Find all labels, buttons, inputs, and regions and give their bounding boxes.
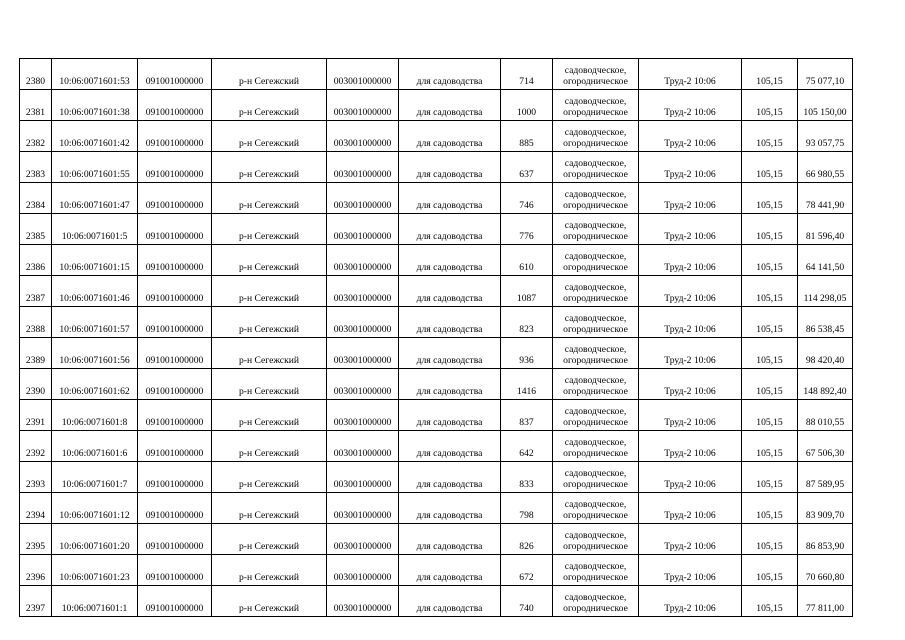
valuation-zone-cell: Труд-2 10:06 — [639, 338, 742, 369]
district-cell: р-н Сегежский — [212, 431, 327, 462]
okato-code-cell: 091001000000 — [138, 245, 212, 276]
specific-value-cell: 105,15 — [742, 431, 798, 462]
use-description-line: огородническое — [563, 323, 628, 335]
use-description-line: огородническое — [563, 354, 628, 366]
use-description-line: огородническое — [563, 168, 628, 180]
table-row — [20, 493, 853, 524]
area-cell: 936 — [501, 338, 553, 369]
table-row — [20, 183, 853, 214]
specific-value-cell: 105,15 — [742, 90, 798, 121]
table-body — [20, 59, 853, 617]
okato-code-cell: 091001000000 — [138, 462, 212, 493]
table-row — [20, 245, 853, 276]
land-category-code-cell: 003001000000 — [327, 555, 399, 586]
land-category-code-cell: 003001000000 — [327, 90, 399, 121]
area-cell: 672 — [501, 555, 553, 586]
specific-value-cell: 105,15 — [742, 369, 798, 400]
use-description-line: огородническое — [563, 230, 628, 242]
use-description-line: огородническое — [563, 292, 628, 304]
specific-value-cell: 105,15 — [742, 400, 798, 431]
land-category-code-cell: 003001000000 — [327, 307, 399, 338]
valuation-zone-cell: Труд-2 10:06 — [639, 462, 742, 493]
area-cell: 740 — [501, 586, 553, 617]
land-category-code-cell: 003001000000 — [327, 493, 399, 524]
permitted-use-cell: для садоводства — [399, 400, 501, 431]
permitted-use-cell: для садоводства — [399, 59, 501, 90]
row-number-cell: 2384 — [20, 183, 52, 214]
area-cell: 798 — [501, 493, 553, 524]
specific-value-cell: 105,15 — [742, 462, 798, 493]
cadastral-value-cell: 78 441,90 — [798, 183, 853, 214]
row-number-cell: 2381 — [20, 90, 52, 121]
district-cell: р-н Сегежский — [212, 369, 327, 400]
row-number-cell: 2390 — [20, 369, 52, 400]
specific-value-cell: 105,15 — [742, 59, 798, 90]
area-cell: 746 — [501, 183, 553, 214]
use-description-line: огородническое — [563, 478, 628, 490]
land-category-code-cell: 003001000000 — [327, 431, 399, 462]
use-description-line: огородническое — [563, 199, 628, 211]
okato-code-cell: 091001000000 — [138, 214, 212, 245]
use-description-cell — [553, 493, 639, 524]
row-number-cell: 2383 — [20, 152, 52, 183]
use-description-cell — [553, 214, 639, 245]
cadastral-value-cell: 105 150,00 — [798, 90, 853, 121]
use-description-cell — [553, 152, 639, 183]
valuation-zone-cell: Труд-2 10:06 — [639, 400, 742, 431]
land-category-code-cell: 003001000000 — [327, 586, 399, 617]
row-number-cell: 2397 — [20, 586, 52, 617]
area-cell: 833 — [501, 462, 553, 493]
land-category-code-cell: 003001000000 — [327, 245, 399, 276]
use-description-line: садоводческое, — [564, 530, 627, 541]
use-description-line: садоводческое, — [564, 65, 627, 76]
valuation-zone-cell: Труд-2 10:06 — [639, 183, 742, 214]
okato-code-cell: 091001000000 — [138, 431, 212, 462]
valuation-zone-cell: Труд-2 10:06 — [639, 276, 742, 307]
okato-code-cell: 091001000000 — [138, 369, 212, 400]
cadastral-number-cell: 10:06:0071601:5 — [52, 214, 138, 245]
use-description-cell — [553, 431, 639, 462]
cadastral-number-cell: 10:06:0071601:46 — [52, 276, 138, 307]
valuation-zone-cell: Труд-2 10:06 — [639, 214, 742, 245]
specific-value-cell: 105,15 — [742, 245, 798, 276]
table-row — [20, 369, 853, 400]
valuation-zone-cell: Труд-2 10:06 — [639, 121, 742, 152]
area-cell: 1000 — [501, 90, 553, 121]
land-category-code-cell: 003001000000 — [327, 59, 399, 90]
district-cell: р-н Сегежский — [212, 338, 327, 369]
cadastral-value-cell: 83 909,70 — [798, 493, 853, 524]
row-number-cell: 2386 — [20, 245, 52, 276]
area-cell: 837 — [501, 400, 553, 431]
use-description-cell — [553, 307, 639, 338]
specific-value-cell: 105,15 — [742, 214, 798, 245]
use-description-line: садоводческое, — [564, 437, 627, 448]
cadastral-value-cell: 64 141,50 — [798, 245, 853, 276]
cadastral-number-cell: 10:06:0071601:62 — [52, 369, 138, 400]
use-description-cell — [553, 462, 639, 493]
valuation-zone-cell: Труд-2 10:06 — [639, 431, 742, 462]
okato-code-cell: 091001000000 — [138, 338, 212, 369]
use-description-line: огородническое — [563, 137, 628, 149]
district-cell: р-н Сегежский — [212, 90, 327, 121]
cadastral-number-cell: 10:06:0071601:42 — [52, 121, 138, 152]
cadastral-value-cell: 148 892,40 — [798, 369, 853, 400]
area-cell: 776 — [501, 214, 553, 245]
table-row — [20, 214, 853, 245]
table-row — [20, 555, 853, 586]
use-description-line: огородническое — [563, 75, 628, 87]
cadastral-number-cell: 10:06:0071601:53 — [52, 59, 138, 90]
permitted-use-cell: для садоводства — [399, 524, 501, 555]
permitted-use-cell: для садоводства — [399, 245, 501, 276]
district-cell: р-н Сегежский — [212, 307, 327, 338]
permitted-use-cell: для садоводства — [399, 90, 501, 121]
district-cell: р-н Сегежский — [212, 152, 327, 183]
cadastral-value-cell: 114 298,05 — [798, 276, 853, 307]
land-category-code-cell: 003001000000 — [327, 276, 399, 307]
permitted-use-cell: для садоводства — [399, 338, 501, 369]
specific-value-cell: 105,15 — [742, 586, 798, 617]
okato-code-cell: 091001000000 — [138, 59, 212, 90]
district-cell: р-н Сегежский — [212, 493, 327, 524]
table-row — [20, 59, 853, 90]
permitted-use-cell: для садоводства — [399, 462, 501, 493]
valuation-zone-cell: Труд-2 10:06 — [639, 90, 742, 121]
okato-code-cell: 091001000000 — [138, 493, 212, 524]
okato-code-cell: 091001000000 — [138, 276, 212, 307]
land-category-code-cell: 003001000000 — [327, 400, 399, 431]
land-category-code-cell: 003001000000 — [327, 524, 399, 555]
valuation-zone-cell: Труд-2 10:06 — [639, 586, 742, 617]
cadastral-value-cell: 98 420,40 — [798, 338, 853, 369]
row-number-cell: 2395 — [20, 524, 52, 555]
cadastral-number-cell: 10:06:0071601:6 — [52, 431, 138, 462]
okato-code-cell: 091001000000 — [138, 152, 212, 183]
table-row — [20, 307, 853, 338]
cadastral-number-cell: 10:06:0071601:7 — [52, 462, 138, 493]
valuation-zone-cell: Труд-2 10:06 — [639, 555, 742, 586]
table-row — [20, 338, 853, 369]
cadastral-number-cell: 10:06:0071601:20 — [52, 524, 138, 555]
area-cell: 714 — [501, 59, 553, 90]
cadastral-number-cell: 10:06:0071601:12 — [52, 493, 138, 524]
okato-code-cell: 091001000000 — [138, 586, 212, 617]
use-description-line: садоводческое, — [564, 375, 627, 386]
specific-value-cell: 105,15 — [742, 183, 798, 214]
cadastral-number-cell: 10:06:0071601:8 — [52, 400, 138, 431]
permitted-use-cell: для садоводства — [399, 307, 501, 338]
use-description-cell — [553, 400, 639, 431]
cadastral-number-cell: 10:06:0071601:23 — [52, 555, 138, 586]
specific-value-cell: 105,15 — [742, 524, 798, 555]
district-cell: р-н Сегежский — [212, 524, 327, 555]
district-cell: р-н Сегежский — [212, 245, 327, 276]
permitted-use-cell: для садоводства — [399, 586, 501, 617]
permitted-use-cell: для садоводства — [399, 121, 501, 152]
valuation-zone-cell: Труд-2 10:06 — [639, 307, 742, 338]
area-cell: 642 — [501, 431, 553, 462]
district-cell: р-н Сегежский — [212, 276, 327, 307]
use-description-cell — [553, 121, 639, 152]
cadastral-value-cell: 77 811,00 — [798, 586, 853, 617]
okato-code-cell: 091001000000 — [138, 555, 212, 586]
land-category-code-cell: 003001000000 — [327, 462, 399, 493]
okato-code-cell: 091001000000 — [138, 183, 212, 214]
table-row — [20, 524, 853, 555]
permitted-use-cell: для садоводства — [399, 555, 501, 586]
cadastral-value-cell: 70 660,80 — [798, 555, 853, 586]
specific-value-cell: 105,15 — [742, 276, 798, 307]
district-cell: р-н Сегежский — [212, 121, 327, 152]
use-description-line: садоводческое, — [564, 592, 627, 603]
use-description-cell — [553, 245, 639, 276]
cadastral-value-cell: 67 506,30 — [798, 431, 853, 462]
land-category-code-cell: 003001000000 — [327, 183, 399, 214]
use-description-line: огородническое — [563, 261, 628, 273]
cadastral-value-cell: 87 589,95 — [798, 462, 853, 493]
cadastral-value-cell: 81 596,40 — [798, 214, 853, 245]
use-description-line: садоводческое, — [564, 96, 627, 107]
cadastral-value-table — [19, 58, 853, 617]
table-row — [20, 276, 853, 307]
valuation-zone-cell: Труд-2 10:06 — [639, 245, 742, 276]
cadastral-value-cell: 86 853,90 — [798, 524, 853, 555]
use-description-cell — [553, 555, 639, 586]
valuation-zone-cell: Труд-2 10:06 — [639, 493, 742, 524]
okato-code-cell: 091001000000 — [138, 524, 212, 555]
land-category-code-cell: 003001000000 — [327, 369, 399, 400]
permitted-use-cell: для садоводства — [399, 369, 501, 400]
permitted-use-cell: для садоводства — [399, 152, 501, 183]
use-description-line: огородническое — [563, 416, 628, 428]
row-number-cell: 2393 — [20, 462, 52, 493]
okato-code-cell: 091001000000 — [138, 90, 212, 121]
use-description-line: садоводческое, — [564, 127, 627, 138]
district-cell: р-н Сегежский — [212, 462, 327, 493]
table-row — [20, 400, 853, 431]
use-description-line: садоводческое, — [564, 406, 627, 417]
valuation-zone-cell: Труд-2 10:06 — [639, 369, 742, 400]
valuation-zone-cell: Труд-2 10:06 — [639, 524, 742, 555]
use-description-line: огородническое — [563, 509, 628, 521]
use-description-cell — [553, 524, 639, 555]
okato-code-cell: 091001000000 — [138, 121, 212, 152]
specific-value-cell: 105,15 — [742, 307, 798, 338]
specific-value-cell: 105,15 — [742, 152, 798, 183]
use-description-line: огородническое — [563, 602, 628, 614]
table-row — [20, 152, 853, 183]
use-description-line: садоводческое, — [564, 313, 627, 324]
cadastral-value-cell: 88 010,55 — [798, 400, 853, 431]
table-row — [20, 431, 853, 462]
specific-value-cell: 105,15 — [742, 493, 798, 524]
row-number-cell: 2385 — [20, 214, 52, 245]
table-row — [20, 121, 853, 152]
area-cell: 610 — [501, 245, 553, 276]
use-description-line: огородническое — [563, 540, 628, 552]
area-cell: 1087 — [501, 276, 553, 307]
use-description-line: огородническое — [563, 571, 628, 583]
use-description-cell — [553, 276, 639, 307]
use-description-cell — [553, 90, 639, 121]
row-number-cell: 2394 — [20, 493, 52, 524]
district-cell: р-н Сегежский — [212, 214, 327, 245]
cadastral-number-cell: 10:06:0071601:57 — [52, 307, 138, 338]
land-category-code-cell: 003001000000 — [327, 338, 399, 369]
district-cell: р-н Сегежский — [212, 400, 327, 431]
use-description-line: садоводческое, — [564, 251, 627, 262]
land-category-code-cell: 003001000000 — [327, 152, 399, 183]
area-cell: 637 — [501, 152, 553, 183]
valuation-zone-cell: Труд-2 10:06 — [639, 59, 742, 90]
row-number-cell: 2391 — [20, 400, 52, 431]
use-description-line: садоводческое, — [564, 499, 627, 510]
use-description-cell — [553, 369, 639, 400]
use-description-line: садоводческое, — [564, 220, 627, 231]
use-description-cell — [553, 59, 639, 90]
area-cell: 1416 — [501, 369, 553, 400]
row-number-cell: 2389 — [20, 338, 52, 369]
row-number-cell: 2380 — [20, 59, 52, 90]
cadastral-number-cell: 10:06:0071601:1 — [52, 586, 138, 617]
cadastral-number-cell: 10:06:0071601:38 — [52, 90, 138, 121]
specific-value-cell: 105,15 — [742, 121, 798, 152]
district-cell: р-н Сегежский — [212, 555, 327, 586]
area-cell: 885 — [501, 121, 553, 152]
use-description-line: садоводческое, — [564, 561, 627, 572]
permitted-use-cell: для садоводства — [399, 276, 501, 307]
cadastral-number-cell: 10:06:0071601:15 — [52, 245, 138, 276]
use-description-line: садоводческое, — [564, 158, 627, 169]
row-number-cell: 2382 — [20, 121, 52, 152]
cadastral-number-cell: 10:06:0071601:56 — [52, 338, 138, 369]
use-description-cell — [553, 586, 639, 617]
cadastral-value-cell: 75 077,10 — [798, 59, 853, 90]
use-description-line: огородническое — [563, 385, 628, 397]
permitted-use-cell: для садоводства — [399, 214, 501, 245]
row-number-cell: 2387 — [20, 276, 52, 307]
district-cell: р-н Сегежский — [212, 59, 327, 90]
table-row — [20, 90, 853, 121]
permitted-use-cell: для садоводства — [399, 431, 501, 462]
use-description-line: огородническое — [563, 106, 628, 118]
okato-code-cell: 091001000000 — [138, 400, 212, 431]
use-description-cell — [553, 183, 639, 214]
land-category-code-cell: 003001000000 — [327, 214, 399, 245]
district-cell: р-н Сегежский — [212, 183, 327, 214]
land-category-code-cell: 003001000000 — [327, 121, 399, 152]
use-description-line: садоводческое, — [564, 189, 627, 200]
cadastral-number-cell: 10:06:0071601:47 — [52, 183, 138, 214]
district-cell: р-н Сегежский — [212, 586, 327, 617]
specific-value-cell: 105,15 — [742, 555, 798, 586]
area-cell: 823 — [501, 307, 553, 338]
okato-code-cell: 091001000000 — [138, 307, 212, 338]
specific-value-cell: 105,15 — [742, 338, 798, 369]
cadastral-value-cell: 86 538,45 — [798, 307, 853, 338]
permitted-use-cell: для садоводства — [399, 183, 501, 214]
cadastral-value-cell: 66 980,55 — [798, 152, 853, 183]
cadastral-number-cell: 10:06:0071601:55 — [52, 152, 138, 183]
table-row — [20, 586, 853, 617]
use-description-line: садоводческое, — [564, 468, 627, 479]
use-description-line: садоводческое, — [564, 282, 627, 293]
row-number-cell: 2396 — [20, 555, 52, 586]
use-description-line: огородническое — [563, 447, 628, 459]
valuation-zone-cell: Труд-2 10:06 — [639, 152, 742, 183]
table-row — [20, 462, 853, 493]
area-cell: 826 — [501, 524, 553, 555]
permitted-use-cell: для садоводства — [399, 493, 501, 524]
use-description-cell — [553, 338, 639, 369]
cadastral-value-cell: 93 057,75 — [798, 121, 853, 152]
use-description-line: садоводческое, — [564, 344, 627, 355]
row-number-cell: 2388 — [20, 307, 52, 338]
row-number-cell: 2392 — [20, 431, 52, 462]
